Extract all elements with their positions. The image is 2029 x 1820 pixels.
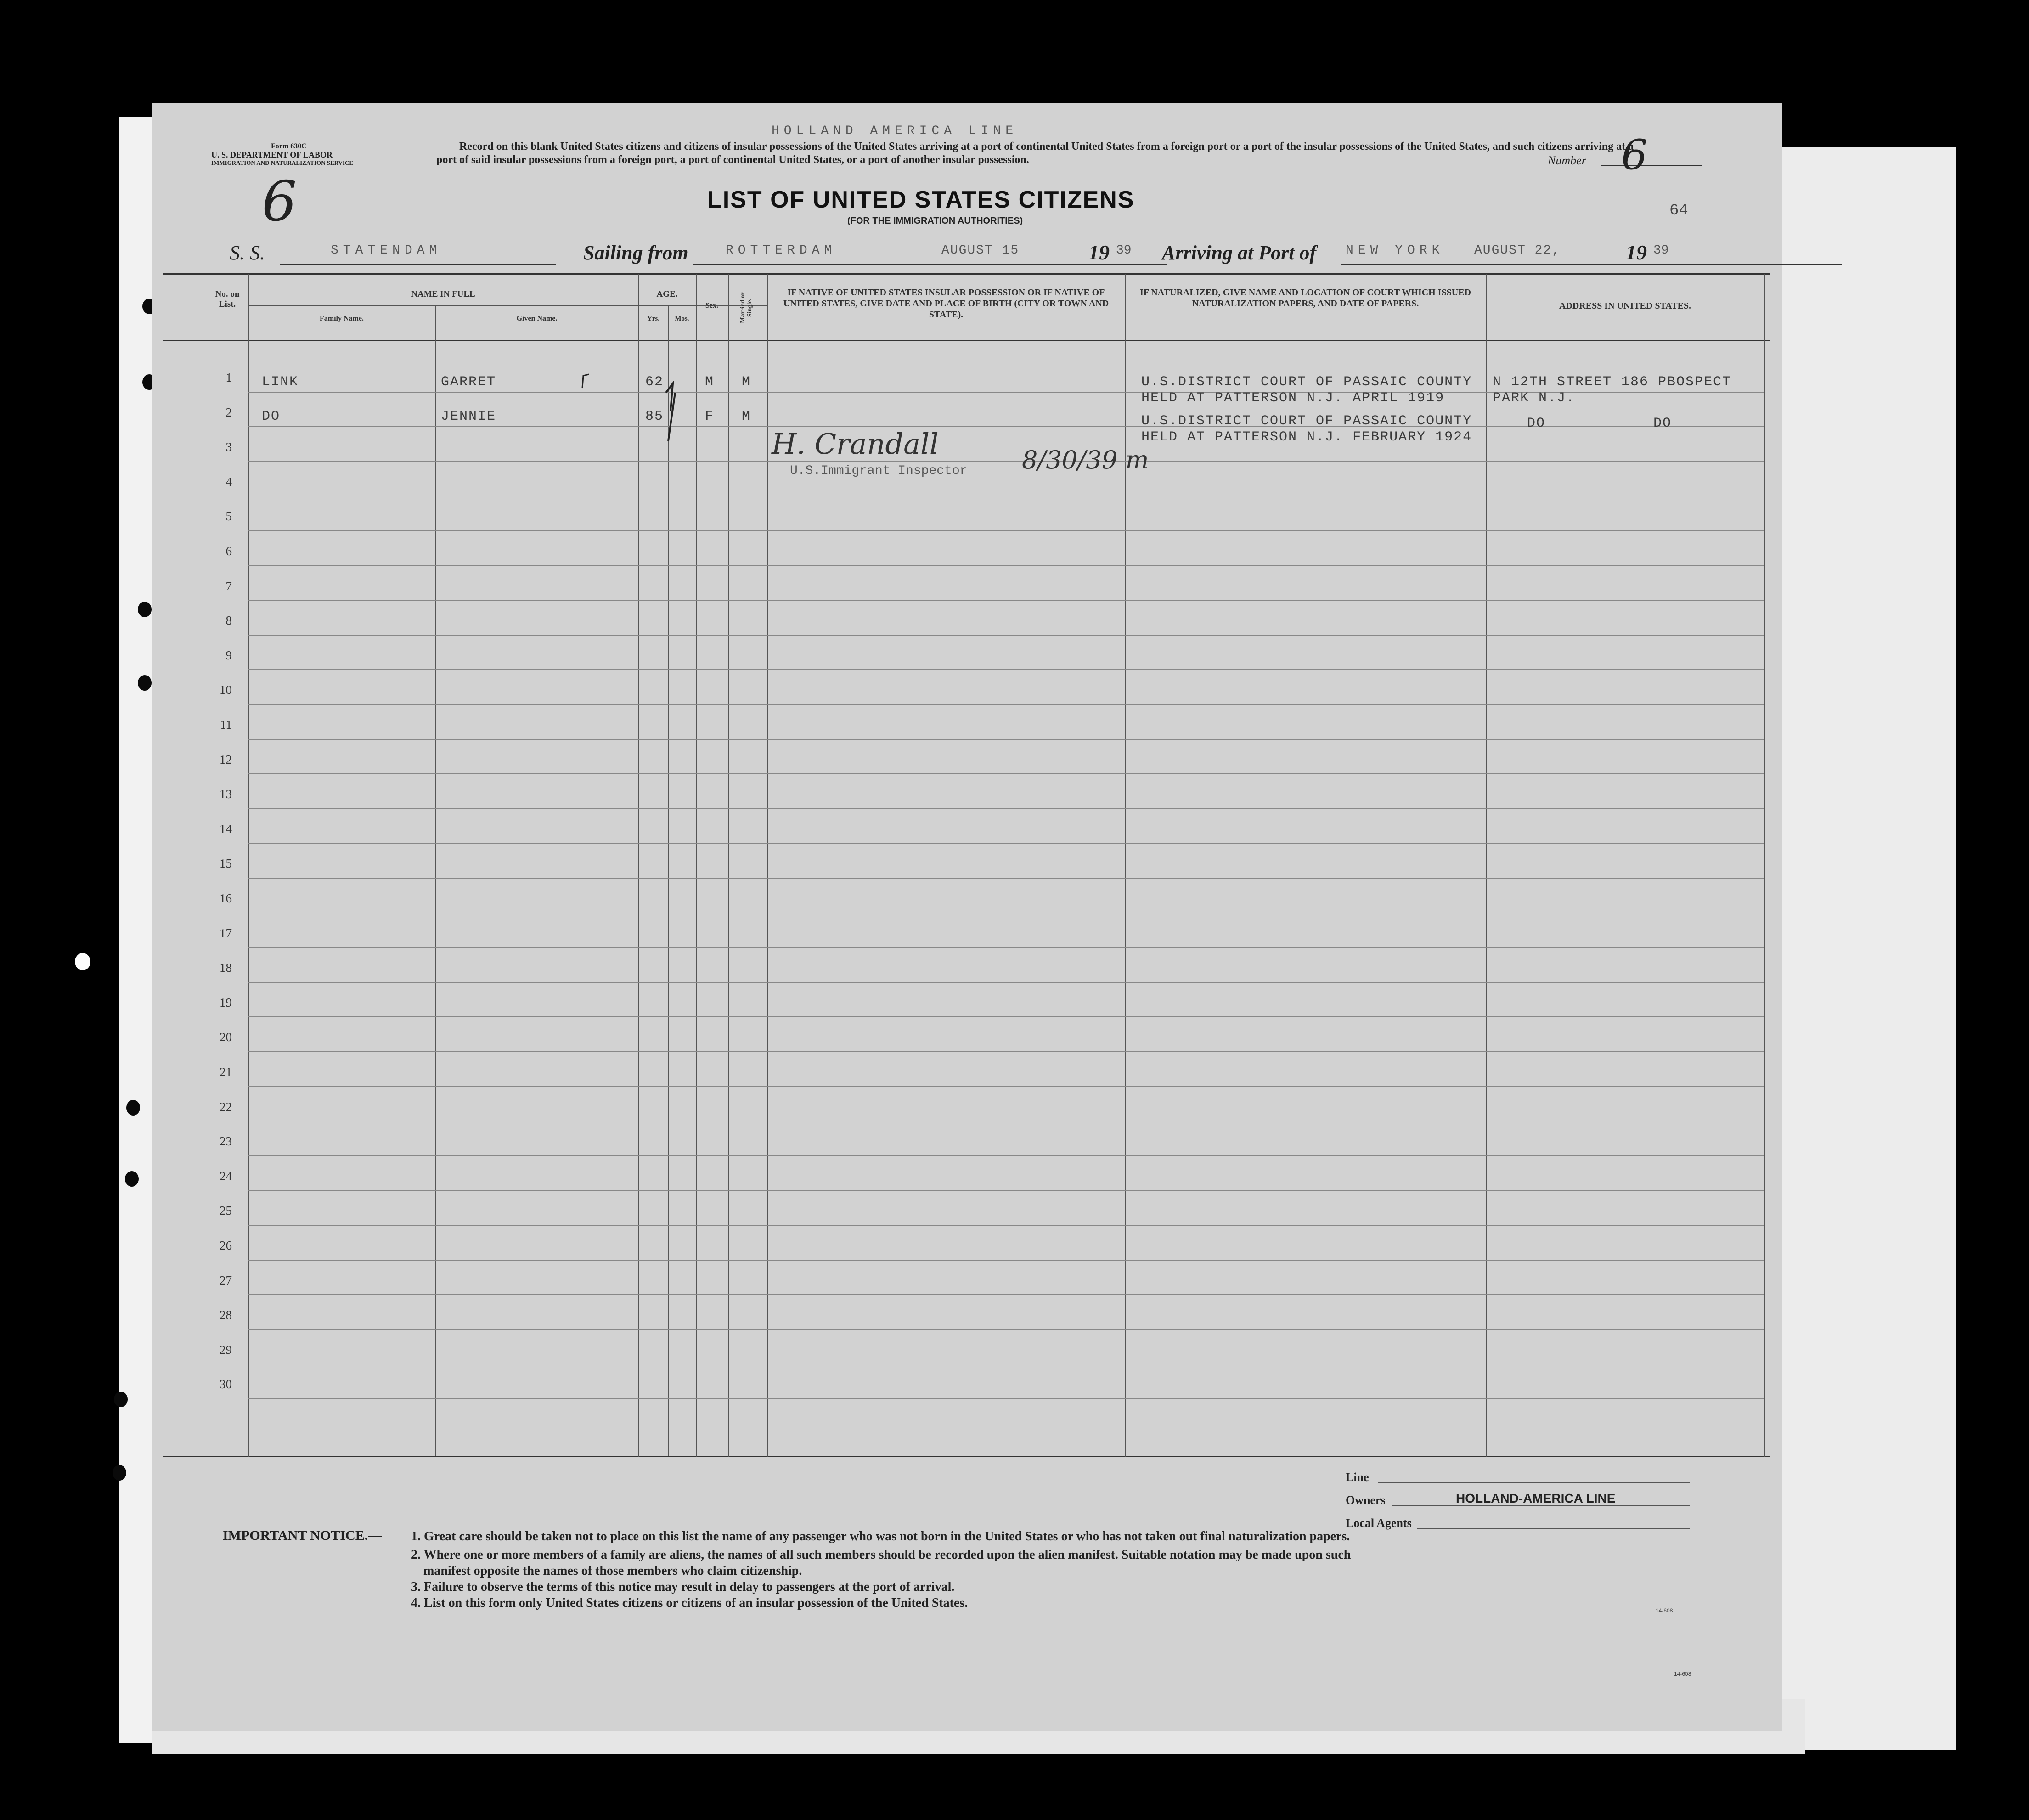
address-line-2: DO bbox=[1653, 416, 1672, 431]
arrive-date: AUGUST 22, bbox=[1474, 243, 1561, 258]
row-number: 16 bbox=[220, 891, 232, 905]
given-name: JENNIE bbox=[441, 409, 496, 424]
col-divider bbox=[696, 274, 697, 1457]
department-name: U. S. DEPARTMENT OF LABOR bbox=[211, 150, 333, 159]
family-name: LINK bbox=[262, 374, 299, 390]
row-number: 19 bbox=[220, 995, 232, 1009]
row-number: 10 bbox=[220, 683, 232, 697]
header-married: Married or Single. bbox=[739, 292, 753, 323]
agents-label: Local Agents bbox=[1346, 1516, 1412, 1530]
notice-item-3: 3. Failure to observe the terms of this notice may result in delay to passengers at the port of arrival. bbox=[411, 1580, 955, 1594]
ruled-line bbox=[248, 1155, 1764, 1156]
ruled-line bbox=[248, 565, 1764, 566]
ship-underline bbox=[280, 264, 556, 265]
age-years: 62 bbox=[645, 374, 664, 390]
inspector-initials: 8/30/39 m bbox=[1022, 445, 1149, 474]
row-number: 12 bbox=[220, 752, 232, 766]
notice-item-2: 2. Where one or more members of a family are aliens, the names of all such members should be recorded upon the alien manifest. Suitable notation may be made upon such bbox=[411, 1548, 1351, 1562]
ruled-line bbox=[248, 1260, 1764, 1261]
ruled-line bbox=[248, 1016, 1764, 1017]
service-name: IMMIGRATION AND NATURALIZATION SERVICE bbox=[211, 159, 354, 166]
punch-hole bbox=[113, 1465, 126, 1481]
col-divider bbox=[668, 305, 669, 1456]
port-from: ROTTERDAM bbox=[726, 243, 837, 258]
row-number: 26 bbox=[220, 1239, 232, 1252]
row-number: 13 bbox=[220, 787, 232, 801]
ruled-line bbox=[248, 600, 1764, 601]
col-divider bbox=[1486, 274, 1487, 1457]
sex: F bbox=[705, 409, 715, 424]
court-line-2: HELD AT PATTERSON N.J. APRIL 1919 bbox=[1141, 390, 1445, 406]
form-code: 14-608 bbox=[1656, 1607, 1673, 1614]
back-sheet-right bbox=[1773, 147, 1956, 1750]
header-family: Family Name. bbox=[320, 315, 364, 322]
line-stamp: HOLLAND AMERICA LINE bbox=[772, 124, 1018, 138]
arrive-year-prefix: 19 bbox=[1626, 241, 1647, 264]
handwritten-six: 6 bbox=[262, 170, 297, 234]
sail-year-prefix: 19 bbox=[1088, 241, 1110, 264]
line-label: Line bbox=[1346, 1471, 1369, 1484]
row-number: 5 bbox=[225, 509, 232, 524]
ship-name: STATENDAM bbox=[331, 243, 442, 258]
row-number: 27 bbox=[220, 1273, 232, 1287]
row-number: 4 bbox=[225, 474, 232, 489]
punch-hole-white bbox=[75, 953, 90, 970]
ruled-line bbox=[248, 947, 1764, 948]
port-to: NEW YORK bbox=[1346, 243, 1444, 258]
marital-status: M bbox=[742, 374, 751, 390]
notice-item-1: 1. Great care should be taken not to place on this list the name of any passenger who was not born in the United States or who has not taken out final naturalization papers. bbox=[411, 1529, 1350, 1544]
sail-date: AUGUST 15 bbox=[941, 243, 1020, 258]
number-label: Number bbox=[1548, 154, 1586, 167]
ruled-line bbox=[248, 1190, 1764, 1191]
ruled-line bbox=[248, 739, 1764, 740]
ruled-line bbox=[248, 982, 1764, 983]
ruled-line bbox=[248, 1329, 1764, 1330]
col-divider bbox=[435, 305, 436, 1456]
row-number: 3 bbox=[225, 440, 232, 454]
row-number: 30 bbox=[220, 1377, 232, 1392]
row-number: 8 bbox=[225, 614, 232, 628]
col-divider bbox=[248, 274, 249, 1457]
ruled-line bbox=[248, 635, 1764, 636]
row-number: 9 bbox=[225, 648, 232, 662]
court-line-1: U.S.DISTRICT COURT OF PASSAIC COUNTY bbox=[1141, 374, 1472, 390]
arriving-label: Arriving at Port of bbox=[1162, 242, 1317, 264]
row-number: 23 bbox=[220, 1134, 232, 1149]
row-number: 24 bbox=[220, 1169, 232, 1183]
ruled-line bbox=[248, 1051, 1764, 1052]
table-top-border bbox=[163, 273, 1770, 275]
row-number: 29 bbox=[220, 1342, 232, 1357]
header-bottom-border bbox=[163, 340, 1770, 341]
header-no: No. on List. bbox=[215, 289, 240, 309]
page-title: LIST OF UNITED STATES CITIZENS bbox=[707, 186, 1135, 213]
row-number: 11 bbox=[220, 718, 232, 732]
row-number: 7 bbox=[225, 579, 232, 593]
row-number: 21 bbox=[220, 1065, 232, 1079]
name-subheader-line bbox=[248, 305, 767, 306]
ruled-line bbox=[248, 808, 1764, 809]
inspector-signature: H. Crandall bbox=[772, 427, 939, 461]
age-years: 85 bbox=[645, 409, 664, 424]
punch-hole bbox=[126, 1100, 140, 1116]
court-line-2: HELD AT PATTERSON N.J. FEBRUARY 1924 bbox=[1141, 429, 1472, 445]
inspector-title: U.S.Immigrant Inspector bbox=[790, 464, 968, 478]
agents-underline bbox=[1417, 1528, 1690, 1529]
col-divider bbox=[1764, 274, 1765, 1457]
row-number: 18 bbox=[220, 961, 232, 975]
punch-hole bbox=[138, 675, 152, 691]
ruled-line bbox=[248, 773, 1764, 774]
header-name: NAME IN FULL bbox=[411, 289, 475, 299]
header-naturalized: IF NATURALIZED, GIVE NAME AND LOCATION OF COURT WHICH ISSUED NATURALIZATION PAPERS, AND DATE OF PAPERS. bbox=[1140, 287, 1471, 309]
col-divider bbox=[767, 274, 768, 1457]
ruled-line bbox=[248, 1294, 1764, 1295]
ruled-line bbox=[248, 530, 1764, 531]
row-number: 25 bbox=[220, 1204, 232, 1218]
ruled-line bbox=[248, 1086, 1764, 1087]
sailing-label: Sailing from bbox=[583, 242, 688, 264]
sail-year: 39 bbox=[1116, 243, 1132, 258]
number-underline bbox=[1601, 165, 1702, 166]
punch-hole bbox=[114, 1392, 128, 1407]
ss-label: S. S. bbox=[230, 242, 265, 264]
family-name: DO bbox=[262, 409, 281, 424]
row-number: 15 bbox=[220, 856, 232, 871]
header-address: ADDRESS IN UNITED STATES. bbox=[1559, 301, 1691, 311]
row-number: 22 bbox=[220, 1099, 232, 1114]
row-number: 6 bbox=[225, 544, 232, 558]
manifest-sheet bbox=[152, 103, 1782, 1731]
header-given: Given Name. bbox=[516, 315, 558, 322]
header-native: IF NATIVE OF UNITED STATES INSULAR POSSESSION OR IF NATIVE OF UNITED STATES, GIVE DATE AND PLACE OF BIRTH (CITY OR TOWN AND STATE). bbox=[783, 287, 1109, 320]
table-bottom-border bbox=[163, 1456, 1770, 1457]
check-mark bbox=[652, 365, 693, 443]
col-divider bbox=[638, 274, 639, 1457]
header-mos: Mos. bbox=[675, 315, 689, 322]
address-line-1: N 12TH STREET 186 PBOSPECT bbox=[1493, 374, 1732, 390]
notice-label: IMPORTANT NOTICE.— bbox=[223, 1528, 382, 1543]
owners-label: Owners bbox=[1346, 1493, 1386, 1507]
ruled-line bbox=[248, 1398, 1764, 1399]
court-line-1: U.S.DISTRICT COURT OF PASSAIC COUNTY bbox=[1141, 413, 1472, 429]
number-value: 6 bbox=[1621, 131, 1648, 179]
ruled-line bbox=[248, 461, 1764, 462]
row-number: 17 bbox=[220, 926, 232, 940]
page-subtitle: (FOR THE IMMIGRATION AUTHORITIES) bbox=[847, 216, 1023, 226]
ruled-line bbox=[248, 704, 1764, 705]
tick-mark bbox=[579, 372, 592, 390]
address-line-1: DO bbox=[1527, 416, 1546, 431]
owners-stamp: HOLLAND-AMERICA LINE bbox=[1456, 1491, 1616, 1505]
ruled-line bbox=[248, 843, 1764, 844]
punch-hole bbox=[125, 1171, 139, 1187]
form-code-lower: 14-608 bbox=[1674, 1671, 1691, 1677]
given-name: GARRET bbox=[441, 374, 496, 390]
address-line-2: PARK N.J. bbox=[1493, 390, 1576, 406]
arrive-year: 39 bbox=[1653, 243, 1669, 258]
row-number: 20 bbox=[220, 1030, 232, 1044]
port-to-underline bbox=[1341, 264, 1842, 265]
notice-item-2-cont: manifest opposite the names of those members who claim citizenship. bbox=[423, 1564, 802, 1578]
ruled-line bbox=[248, 878, 1764, 879]
punch-hole bbox=[138, 602, 152, 617]
col-divider bbox=[728, 274, 729, 1457]
header-age: AGE. bbox=[656, 289, 678, 299]
sex: M bbox=[705, 374, 715, 390]
row-number: 14 bbox=[220, 822, 232, 836]
row-number: 28 bbox=[220, 1308, 232, 1322]
marital-status: M bbox=[742, 409, 751, 424]
header-sex: Sex. bbox=[705, 302, 718, 310]
row-number: 1 bbox=[225, 371, 232, 384]
ruled-line bbox=[248, 1225, 1764, 1226]
row-number: 2 bbox=[225, 405, 232, 419]
header-yrs: Yrs. bbox=[647, 315, 660, 322]
notice-item-4: 4. List on this form only United States citizens or citizens of an insular possession of the United States. bbox=[411, 1596, 968, 1610]
instructions: Record on this blank United States citizens and citizens of insular possessions of the United States arriving at a port of continental United States from a foreign port or a port of the insular possessions of the United States, and such citizens arriving at a port of said insular possessions from a foreign port, a port of continental United States, or a port of another insular possession. bbox=[436, 141, 1634, 166]
page-number: 64 bbox=[1669, 202, 1688, 220]
form-number: Form 630C bbox=[271, 142, 307, 150]
line-underline bbox=[1378, 1482, 1690, 1483]
ruled-line bbox=[248, 669, 1764, 670]
